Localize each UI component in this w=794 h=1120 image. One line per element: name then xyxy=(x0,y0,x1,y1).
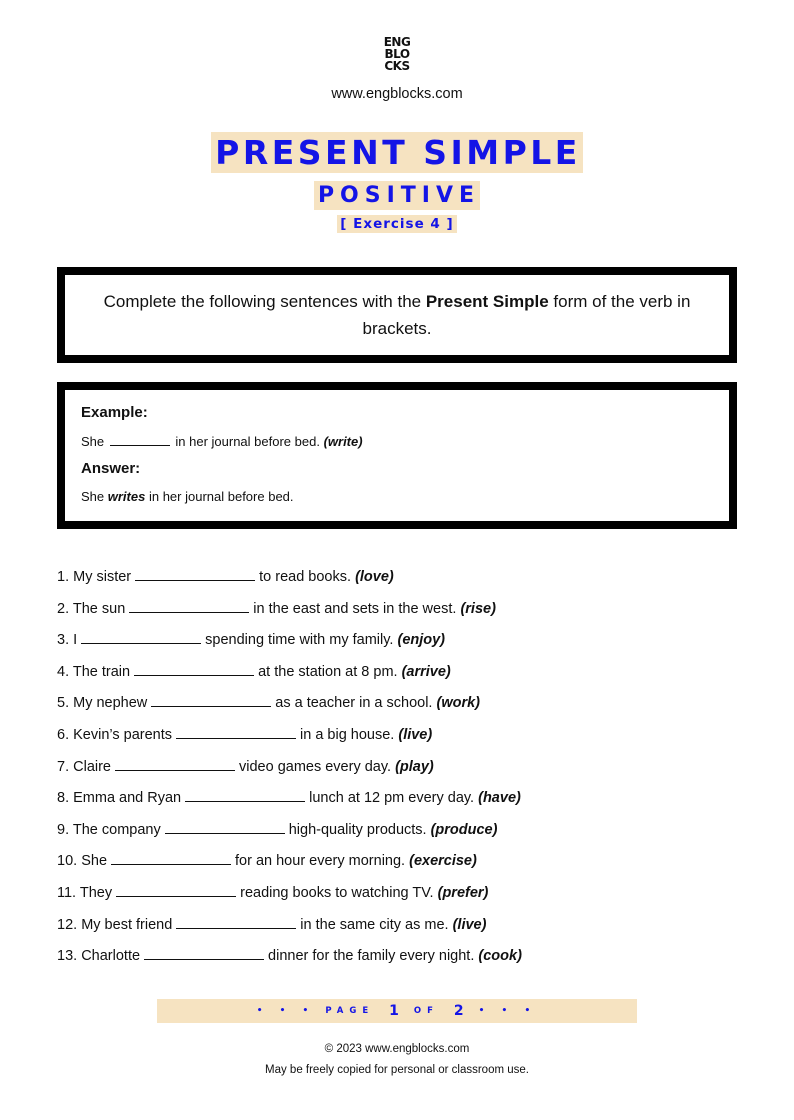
page-subtitle: POSITIVE xyxy=(314,181,480,210)
copyright: © 2023 www.engblocks.com xyxy=(324,1043,470,1055)
instruction-box xyxy=(57,267,737,363)
answer-label: Answer: xyxy=(81,460,141,477)
exercise-list xyxy=(57,566,757,977)
exercise-item: 6. Kevin’s parents in a big house. (live) xyxy=(57,724,757,756)
of-word: OF xyxy=(413,1006,439,1016)
answer-blank[interactable] xyxy=(129,598,249,613)
answer-blank[interactable] xyxy=(151,692,271,707)
answer-blank[interactable] xyxy=(185,787,305,802)
exercise-item: 11. They reading books to watching TV. (prefer) xyxy=(57,882,757,914)
exercise-item: 1. My sister to read books. (love) xyxy=(57,566,757,598)
logo xyxy=(0,36,794,72)
dots-right: • • • xyxy=(478,1006,538,1016)
dots-left: • • • xyxy=(256,1006,316,1016)
exercise-item: 5. My nephew as a teacher in a school. (work) xyxy=(57,692,757,724)
exercise-item: 8. Emma and Ryan lunch at 12 pm every day. (have) xyxy=(57,787,757,819)
exercise-item: 4. The train at the station at 8 pm. (arrive) xyxy=(57,661,757,693)
exercise-item: 12. My best friend in the same city as me. (live) xyxy=(57,914,757,946)
page-title: PRESENT SIMPLE xyxy=(211,132,583,173)
answer-blank[interactable] xyxy=(144,945,264,960)
site-url: www.engblocks.com xyxy=(331,86,463,102)
example-box xyxy=(57,382,737,529)
exercise-item: 2. The sun in the east and sets in the west. (rise) xyxy=(57,598,757,630)
exercise-label: [ Exercise 4 ] xyxy=(337,215,456,233)
instruction-text: Complete the following sentences with the Present Simple form of the verb in brackets. xyxy=(103,292,691,338)
answer-blank[interactable] xyxy=(176,914,296,929)
answer-blank[interactable] xyxy=(115,756,235,771)
example-blank xyxy=(110,434,170,446)
engblocks-logo: ENG BLO CKS xyxy=(383,35,411,73)
exercise-item: 3. I spending time with my family. (enjoy) xyxy=(57,629,757,661)
answer-sentence: She writes in her journal before bed. xyxy=(81,489,294,504)
answer-blank[interactable] xyxy=(135,566,255,581)
example-sentence: She in her journal before bed. (write) xyxy=(81,434,363,449)
answer-blank[interactable] xyxy=(116,882,236,897)
answer-blank[interactable] xyxy=(165,819,285,834)
answer-blank[interactable] xyxy=(81,629,201,644)
exercise-item: 10. She for an hour every morning. (exercise) xyxy=(57,850,757,882)
answer-blank[interactable] xyxy=(111,850,231,865)
exercise-item: 9. The company high-quality products. (produce) xyxy=(57,819,757,851)
total-pages: 2 xyxy=(453,1003,464,1019)
license-note: May be freely copied for personal or classroom use. xyxy=(265,1064,529,1076)
page-word: PAGE xyxy=(325,1006,375,1016)
example-label: Example: xyxy=(81,404,148,421)
page-indicator xyxy=(157,999,637,1023)
current-page: 1 xyxy=(389,1003,399,1019)
exercise-item: 7. Claire video games every day. (play) xyxy=(57,756,757,788)
exercise-item: 13. Charlotte dinner for the family every night. (cook) xyxy=(57,945,757,977)
answer-blank[interactable] xyxy=(176,724,296,739)
answer-blank[interactable] xyxy=(134,661,254,676)
